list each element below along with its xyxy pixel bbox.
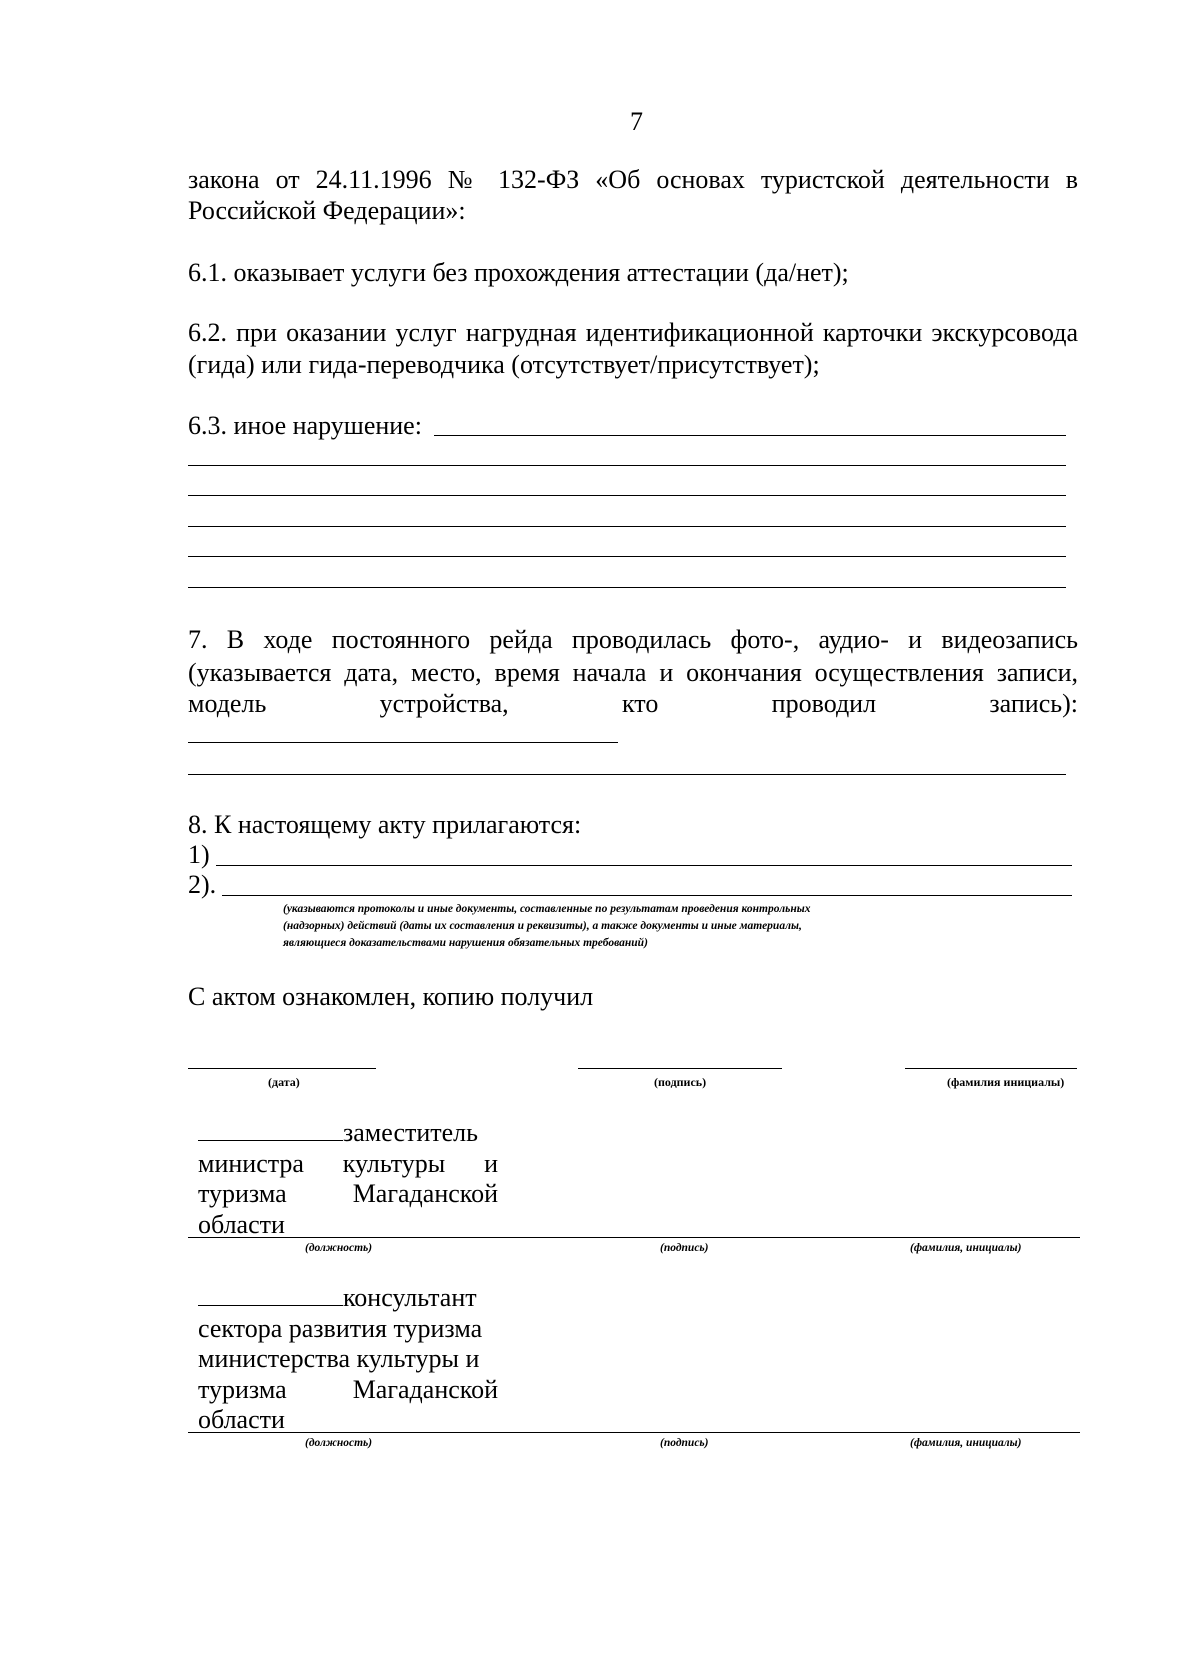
- other-violation-line[interactable]: [188, 526, 1066, 527]
- signatory-1-name-blank[interactable]: [198, 1118, 343, 1141]
- signatory-1-title-line-4: области: [198, 1209, 285, 1239]
- signatory-1-title-word: министра: [198, 1148, 304, 1178]
- signatory-1-title-line-1: заместитель: [343, 1118, 479, 1147]
- attachment-1-field[interactable]: [216, 865, 1072, 866]
- signatory-1-position: [198, 1118, 498, 1240]
- ack-signature-caption: (подпись): [654, 1075, 707, 1089]
- attachment-2-field[interactable]: [222, 895, 1072, 896]
- signatory-1-title-word: Магаданской: [352, 1179, 498, 1208]
- item-7-line-1: 7. В ходе постоянного рейда проводилась фото-, аудио- и видеозапись: [188, 625, 1078, 654]
- ack-name-field[interactable]: [905, 1068, 1077, 1069]
- signatory-2-name-blank[interactable]: [198, 1283, 343, 1306]
- attachment-note-line-1: (указываются протоколы и иные документы, составленные по результатам проведения контрольных: [283, 903, 811, 915]
- recording-field-line[interactable]: [188, 774, 1066, 775]
- other-violation-line[interactable]: [188, 465, 1066, 466]
- signatory-2-name-caption: (фамилия, инициалы): [910, 1437, 1022, 1449]
- attachment-note-line-3: являющиеся доказательствами нарушения обязательных требований): [283, 937, 648, 949]
- item-6-1: 6.1. оказывает услуги без прохождения аттестации (да/нет);: [188, 258, 849, 287]
- item-7-line-3: модель устройства, кто проводил запись):: [188, 689, 1078, 718]
- other-violation-line[interactable]: [188, 587, 1066, 588]
- signatory-2-title-word: Магаданской: [352, 1374, 498, 1404]
- intro-line-2: Российской Федерации»:: [188, 196, 466, 225]
- signatory-2-signature-line[interactable]: [188, 1432, 1080, 1433]
- other-violation-line[interactable]: [188, 556, 1066, 557]
- attachment-2-label: 2).: [188, 870, 217, 899]
- ack-signature-field[interactable]: [578, 1068, 782, 1069]
- signatory-2-title-line-3: министерства культуры и: [198, 1344, 480, 1373]
- signatory-1-signature-line[interactable]: [188, 1237, 1080, 1238]
- item-8-title: 8. К настоящему акту прилагаются:: [188, 810, 582, 839]
- acknowledgement-text: С актом ознакомлен, копию получил: [188, 982, 594, 1011]
- item-6-2-line-2: (гида) или гида-переводчика (отсутствует/присутствует);: [188, 350, 820, 379]
- item-6-2-line-1: 6.2. при оказании услуг нагрудная идентификационной карточки экскурсовода: [188, 318, 1078, 347]
- ack-date-field[interactable]: [188, 1068, 376, 1069]
- signatory-2-title-line-5: области: [198, 1405, 285, 1434]
- signatory-1-name-caption: (фамилия, инициалы): [910, 1242, 1022, 1254]
- other-violation-line[interactable]: [188, 495, 1066, 496]
- page-number: 7: [630, 107, 643, 136]
- signatory-1-title-word: культуры: [342, 1148, 446, 1178]
- signatory-1-title-word: и: [484, 1148, 498, 1178]
- attachment-note-line-2: (надзорных) действий (даты их составления и реквизиты), а также документы и иные материалы,: [283, 920, 802, 932]
- other-violation-field[interactable]: [434, 435, 1066, 436]
- signatory-2-title-word: туризма: [198, 1374, 287, 1404]
- signatory-1-signature-caption: (подпись): [660, 1242, 709, 1254]
- signatory-2-title-line-1: консультант: [343, 1283, 477, 1312]
- ack-name-caption: (фамилия инициалы): [947, 1075, 1065, 1089]
- signatory-2-signature-caption: (подпись): [660, 1437, 709, 1449]
- signatory-1-title-word: туризма: [198, 1179, 287, 1208]
- item-6-3-label: 6.3. иное нарушение:: [188, 411, 422, 440]
- signatory-2-position: [198, 1283, 498, 1436]
- intro-line-1: закона от 24.11.1996 № 132-ФЗ «Об основах туристской деятельности в: [188, 165, 1078, 194]
- signatory-2-title-line-2: сектора развития туризма: [198, 1313, 483, 1343]
- signatory-1-position-caption: (должность): [305, 1242, 373, 1254]
- signatory-2-position-caption: (должность): [305, 1437, 373, 1449]
- ack-date-caption: (дата): [268, 1075, 300, 1089]
- item-7-line-2: (указывается дата, место, время начала и окончания осуществления записи,: [188, 658, 1078, 687]
- recording-field[interactable]: [188, 742, 618, 743]
- attachment-1-label: 1): [188, 840, 210, 869]
